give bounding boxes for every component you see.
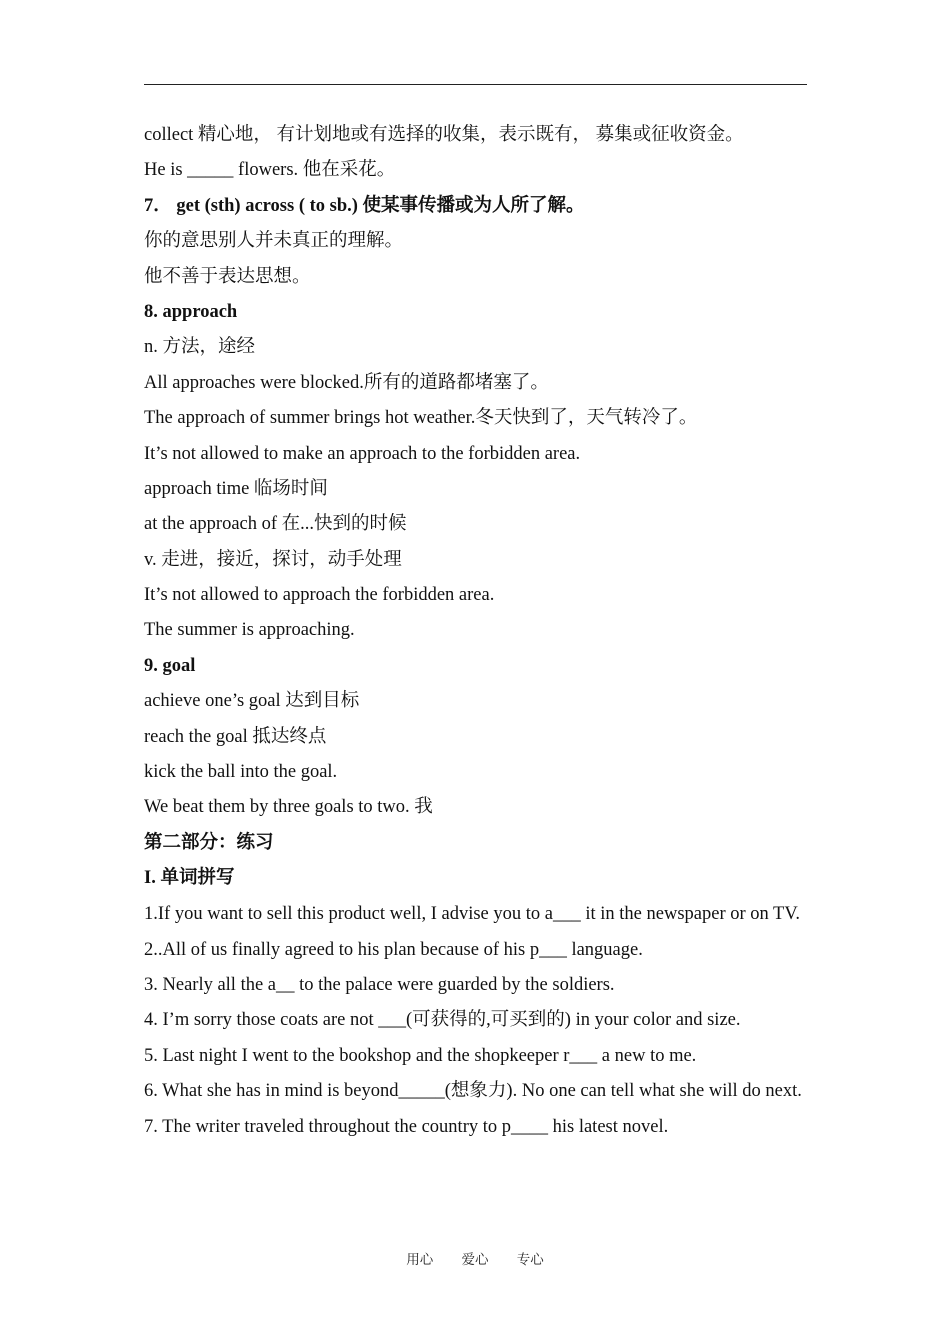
- text-line: He is _____ flowers. 他在采花。: [144, 160, 396, 181]
- page-footer: [0, 1248, 950, 1268]
- exercise-item: 1.If you want to sell this product well, I advise you to a___ it in the newspaper or on TV.: [144, 903, 800, 924]
- text-line: 他不善于表达思想。: [144, 266, 311, 287]
- exercise-item: 6. What she has in mind is beyond_____(想象力). No one can tell what she will do next.: [144, 1081, 802, 1102]
- section-heading: 8. approach: [144, 301, 238, 322]
- text-line: approach time 临场时间: [144, 478, 328, 499]
- header-rule: [144, 84, 807, 85]
- footer-word: 用心: [406, 1252, 434, 1268]
- text-line: achieve one’s goal 达到目标: [144, 691, 360, 712]
- text-line: v. 走进，接近，探讨，动手处理: [144, 549, 402, 570]
- exercise-item: 5. Last night I went to the bookshop and the shopkeeper r___ a new to me.: [144, 1045, 697, 1066]
- footer-word: 专心: [516, 1252, 544, 1268]
- section-heading: 9. goal: [144, 655, 196, 676]
- exercise-item: 4. I’m sorry those coats are not ___(可获得的,可买到的) in your color and size.: [144, 1010, 741, 1031]
- text-line: 你的意思别人并未真正的理解。: [144, 231, 404, 252]
- part-heading: 第二部分：练习: [144, 832, 274, 853]
- text-line: kick the ball into the goal.: [144, 762, 338, 783]
- text-line: We beat them by three goals to two. 我: [144, 797, 433, 818]
- page-body: [144, 118, 806, 1146]
- exercise-item: 2..All of us finally agreed to his plan because of his p___ language.: [144, 939, 643, 960]
- section-heading: 7． get (sth) across ( to sb.) 使某事传播或为人所了解。: [144, 195, 585, 216]
- text-line: The approach of summer brings hot weather.冬天快到了，天气转冷了。: [144, 408, 698, 429]
- text-line: collect 精心地， 有计划地或有选择的收集，表示既有， 募集或征收资金。: [144, 125, 744, 145]
- text-line: n. 方法，途经: [144, 337, 256, 358]
- text-line: at the approach of 在...快到的时候: [144, 514, 407, 535]
- footer-word: 爱心: [461, 1252, 489, 1268]
- text-line: It’s not allowed to make an approach to the forbidden area.: [144, 443, 581, 464]
- text-line: The summer is approaching.: [144, 620, 355, 641]
- exercise-item: 7. The writer traveled throughout the country to p____ his latest novel.: [144, 1117, 669, 1138]
- exercise-item: 3. Nearly all the a__ to the palace were guarded by the soldiers.: [144, 974, 615, 995]
- text-line: All approaches were blocked.所有的道路都堵塞了。: [144, 372, 549, 393]
- text-line: It’s not allowed to approach the forbidden area.: [144, 585, 495, 606]
- exercise-heading: I. 单词拼写: [144, 868, 235, 889]
- text-line: reach the goal 抵达终点: [144, 726, 327, 747]
